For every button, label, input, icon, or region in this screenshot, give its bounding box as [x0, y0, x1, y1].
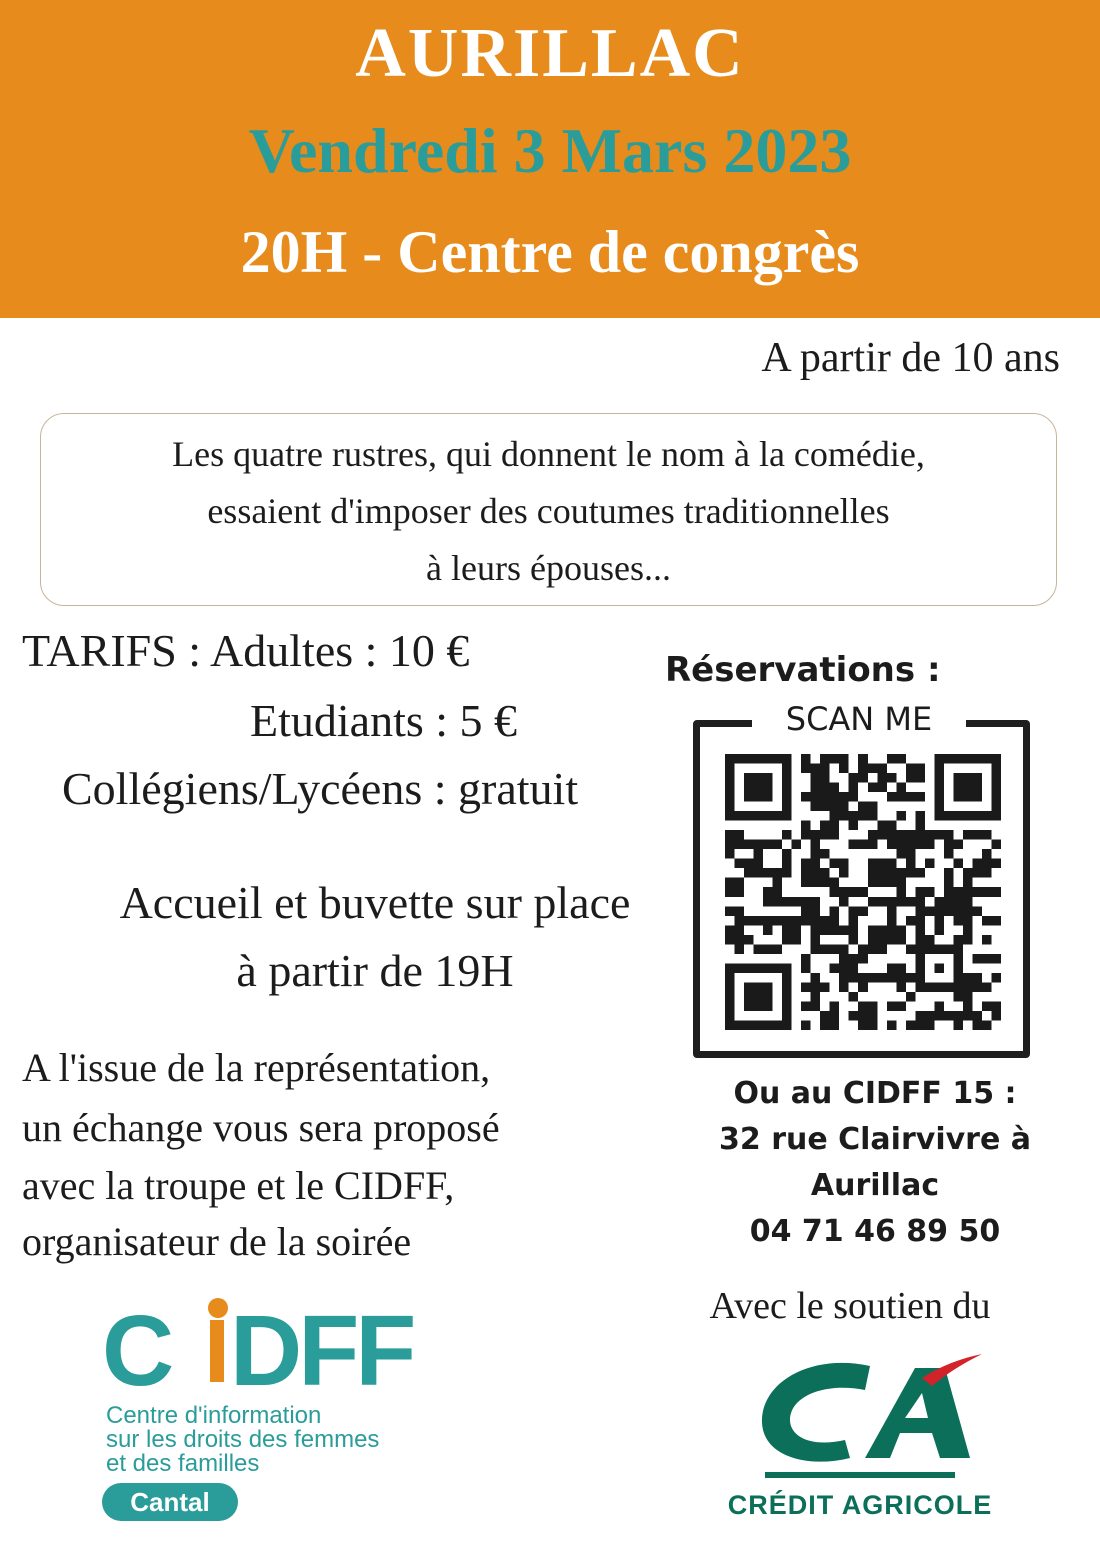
qr-code[interactable]: [725, 754, 1001, 1030]
event-date: Vendredi 3 Mars 2023: [248, 115, 852, 186]
scan-me-label: SCAN ME: [752, 700, 966, 738]
tarif-adultes: TARIFS : Adultes : 10 €: [22, 625, 470, 676]
credit-agricole-text: CRÉDIT AGRICOLE: [727, 1490, 993, 1520]
svg-text:C: C: [102, 1295, 173, 1407]
accueil-line: à partir de 19H: [236, 945, 514, 996]
city-title: AURILLAC: [355, 15, 745, 92]
reservations-title: Réservations :: [665, 650, 941, 690]
issue-line: avec la troupe et le CIDFF,: [22, 1163, 455, 1208]
cidff-line: Centre d'information: [106, 1402, 322, 1429]
contact-line: Ou au CIDFF 15 :: [733, 1076, 1017, 1111]
support-text: Avec le soutien du: [709, 1285, 991, 1327]
cidff-line: sur les droits des femmes: [106, 1426, 380, 1453]
issue-line: un échange vous sera proposé: [22, 1105, 500, 1150]
svg-text:DFF: DFF: [230, 1295, 413, 1407]
description-line: à leurs épouses...: [426, 548, 671, 588]
description-line: essaient d'imposer des coutumes traditionnelles: [207, 491, 890, 531]
cidff-line: et des familles: [106, 1450, 260, 1477]
issue-line: organisateur de la soirée: [22, 1219, 412, 1264]
accueil-line: Accueil et buvette sur place: [119, 877, 631, 928]
cantal-badge: Cantal: [102, 1483, 238, 1521]
tarif-collegiens: Collégiens/Lycéens : gratuit: [62, 763, 579, 814]
contact-line: 32 rue Clairvivre à: [719, 1122, 1031, 1157]
description-box: [40, 413, 1057, 606]
tarif-etudiants: Etudiants : 5 €: [250, 695, 518, 746]
header-banner: [0, 0, 1100, 318]
issue-line: A l'issue de la représentation,: [22, 1045, 491, 1090]
time-venue: 20H - Centre de congrès: [240, 219, 860, 285]
contact-phone: 04 71 46 89 50: [749, 1214, 1001, 1249]
description-line: Les quatre rustres, qui donnent le nom à la comédie,: [172, 434, 925, 474]
contact-line: Aurillac: [810, 1168, 940, 1203]
age-note: A partir de 10 ans: [761, 335, 1060, 381]
